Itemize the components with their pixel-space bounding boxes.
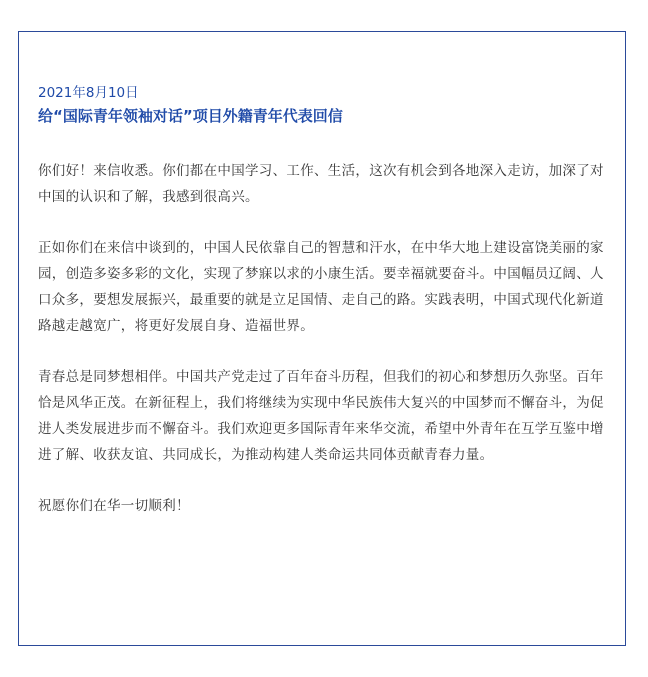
letter-body (38, 158, 608, 519)
letter-closing: 祝愿你们在华一切顺利！ (38, 498, 190, 514)
letter-paragraph-3: 青春总是同梦想相伴。中国共产党走过了百年奋斗历程，但我们的初心和梦想历久弥坚。百年恰是风华正茂。在新征程上，我们将继续为实现中华民族伟大复兴的中国梦而不懈奋斗，为促进人类发展进步而不懈奋斗。我们欢迎更多国际青年来华交流，希望中外青年在互学互鉴中增进了解、收获友谊、共同成长，为推动构建人类命运共同体贡献青春力量。 (38, 369, 604, 463)
letter-frame (18, 31, 626, 646)
letter-content (38, 84, 608, 519)
letter-paragraph-2: 正如你们在来信中谈到的，中国人民依靠自己的智慧和汗水，在中华大地上建设富饶美丽的家园，创造多姿多彩的文化，实现了梦寐以求的小康生活。要幸福就要奋斗。中国幅员辽阔、人口众多，要想发展振兴，最重要的就是立足国情、走自己的路。实践表明，中国式现代化新道路越走越宽广，将更好发展自身、造福世界。 (38, 240, 604, 334)
letter-paragraph-1: 你们好！来信收悉。你们都在中国学习、工作、生活，这次有机会到各地深入走访，加深了对中国的认识和了解，我感到很高兴。 (38, 163, 604, 205)
letter-date: 2021年8月10日 (38, 85, 139, 101)
letter-title: 给“国际青年领袖对话”项目外籍青年代表回信 (38, 107, 343, 125)
